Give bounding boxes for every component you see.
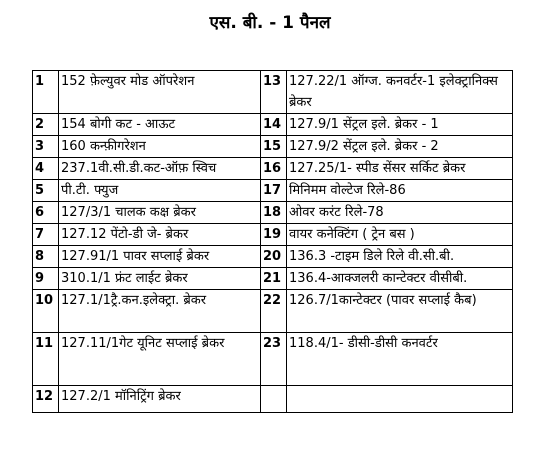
table-row	[33, 224, 513, 246]
right-description-cell: ओवर करंट रिले-78	[287, 202, 513, 224]
right-number-cell: 13	[261, 71, 287, 114]
right-number-cell: 20	[261, 246, 287, 268]
right-description-cell: 126.7/1कान्टेक्टर (पावर सप्लाई कैब)	[287, 290, 513, 333]
left-description-cell: 152 फ़ेल्युवर मोड ऑपरेशन	[59, 71, 261, 114]
right-number-cell: 14	[261, 114, 287, 136]
left-description-cell: 237.1वी.सी.डी.कट-ऑफ़ स्विच	[59, 158, 261, 180]
table-row	[33, 246, 513, 268]
table-row	[33, 386, 513, 413]
right-number-cell: 21	[261, 268, 287, 290]
table-row	[33, 202, 513, 224]
left-description-cell: पी.टी. फ्युज	[59, 180, 261, 202]
right-description-cell: 127.9/2 सेंट्रल इले. ब्रेकर - 2	[287, 136, 513, 158]
left-description-cell: 127.12 पेंटो-डी जे- ब्रेकर	[59, 224, 261, 246]
right-description-cell: 136.3 -टाइम डिले रिले वी.सी.बी.	[287, 246, 513, 268]
right-description-cell: 127.9/1 सेंट्रल इले. ब्रेकर - 1	[287, 114, 513, 136]
left-number-cell: 10	[33, 290, 59, 333]
right-number-cell: 18	[261, 202, 287, 224]
table-row	[33, 290, 513, 333]
table-row	[33, 158, 513, 180]
right-description-cell: 118.4/1- डीसी-डीसी कनवर्टर	[287, 333, 513, 386]
left-number-cell: 3	[33, 136, 59, 158]
left-number-cell: 2	[33, 114, 59, 136]
table-row	[33, 71, 513, 114]
table-row	[33, 180, 513, 202]
right-number-cell: 23	[261, 333, 287, 386]
right-description-cell: 127.25/1- स्पीड सेंसर सर्किट ब्रेकर	[287, 158, 513, 180]
left-number-cell: 7	[33, 224, 59, 246]
left-description-cell: 127.11/1गेट यूनिट सप्लाई ब्रेकर	[59, 333, 261, 386]
left-description-cell: 160 कन्फ़ीगरेशन	[59, 136, 261, 158]
right-number-cell: 15	[261, 136, 287, 158]
left-number-cell: 1	[33, 71, 59, 114]
right-description-cell: 136.4-आक्जलरी कान्टेक्टर वीसीबी.	[287, 268, 513, 290]
right-number-cell	[261, 386, 287, 413]
right-number-cell: 16	[261, 158, 287, 180]
left-description-cell: 127.1/1ट्रै.कन.इलेक्ट्रा. ब्रेकर	[59, 290, 261, 333]
right-description-cell	[287, 386, 513, 413]
left-number-cell: 6	[33, 202, 59, 224]
table-row	[33, 333, 513, 386]
left-number-cell: 11	[33, 333, 59, 386]
left-description-cell: 310.1/1 फ्रंट लाईट ब्रेकर	[59, 268, 261, 290]
right-description-cell: 127.22/1 ऑग्ज. कनवर्टर-1 इलेक्ट्रानिक्स ब्रेकर	[287, 71, 513, 114]
left-description-cell: 127.2/1 मॉनिट्रिंग ब्रेकर	[59, 386, 261, 413]
panel-table	[32, 70, 513, 413]
right-description-cell: वायर कनेक्टिंग ( ट्रेन बस )	[287, 224, 513, 246]
table-row	[33, 114, 513, 136]
table-row	[33, 268, 513, 290]
left-number-cell: 8	[33, 246, 59, 268]
page-title: एस. बी. - 1 पैनल	[209, 13, 331, 33]
table-row	[33, 136, 513, 158]
left-description-cell: 127.91/1 पावर सप्लाई ब्रेकर	[59, 246, 261, 268]
right-number-cell: 22	[261, 290, 287, 333]
left-number-cell: 5	[33, 180, 59, 202]
right-number-cell: 17	[261, 180, 287, 202]
left-description-cell: 154 बोगी कट - आऊट	[59, 114, 261, 136]
left-number-cell: 4	[33, 158, 59, 180]
right-number-cell: 19	[261, 224, 287, 246]
left-number-cell: 12	[33, 386, 59, 413]
left-number-cell: 9	[33, 268, 59, 290]
right-description-cell: मिनिमम वोल्टेज रिले-86	[287, 180, 513, 202]
left-description-cell: 127/3/1 चालक कक्ष ब्रेकर	[59, 202, 261, 224]
